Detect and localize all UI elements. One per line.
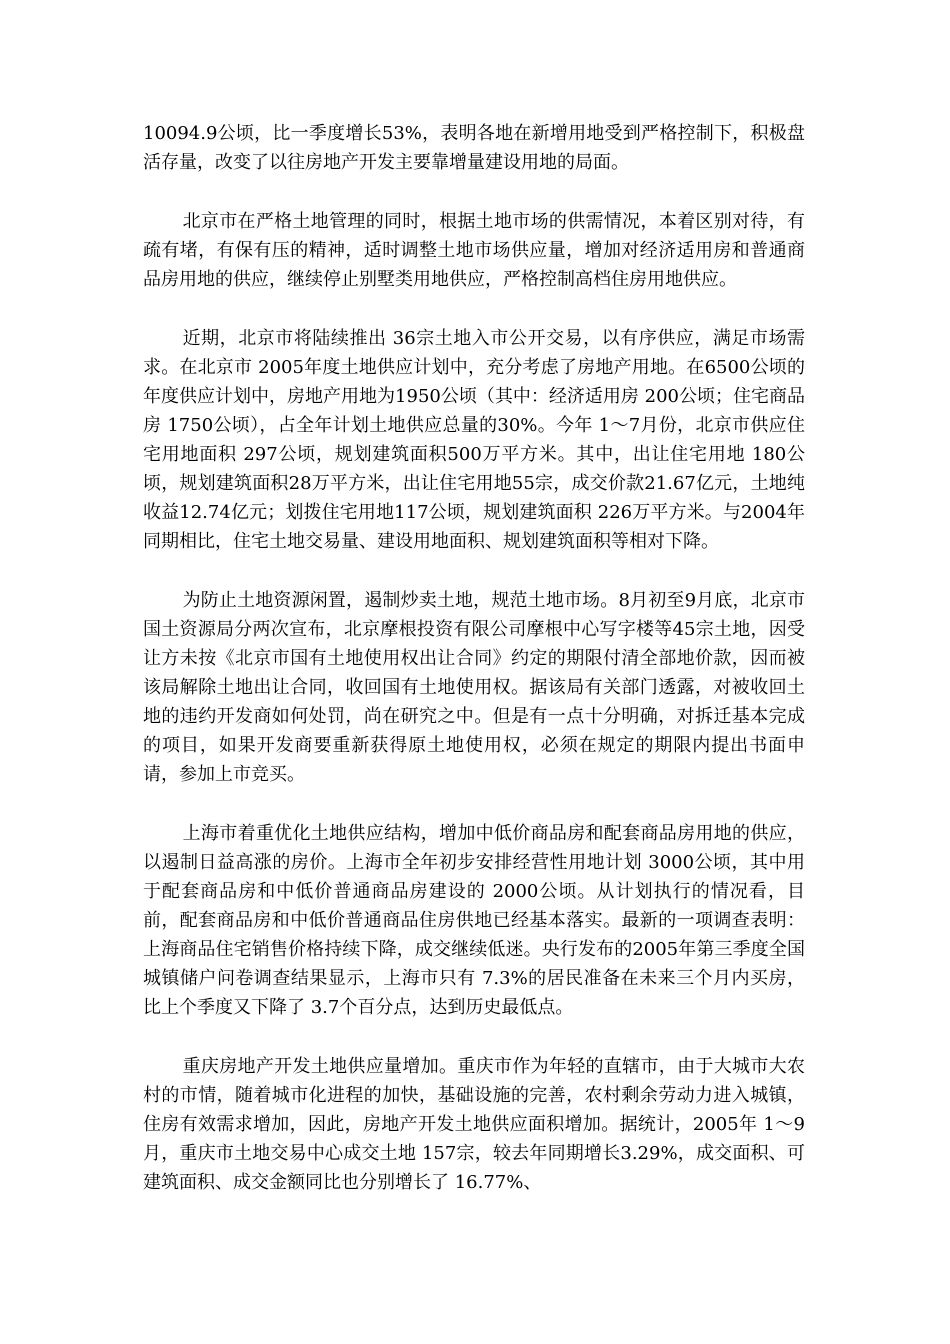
paragraph-chongqing-supply: 重庆房地产开发土地供应量增加。重庆市作为年轻的直辖市，由于大城市大农村的市情，随着城市化进程的加快，基础设施的完善，农村剩余劳动力进入城镇，住房有效需求增加，因此，房地产开发土地供应面积增加。据统计，2005年 1～9月，重庆市土地交易中心成交土地 157宗，较去年同期增长3.29%，成交面积、可建筑面积、成交金额同比也分别增长了 16.77%、 — [143, 1056, 805, 1193]
paragraph-shanghai-supply: 上海市着重优化土地供应结构，增加中低价商品房和配套商品房用地的供应，以遏制日益高涨的房价。上海市全年初步安排经营性用地计划 3000公顷，其中用于配套商品房和中低价普通商品房建设的 2000公顷。从计划执行的情况看，目前，配套商品房和中低价普通商品住房供地已经基本落实。最新的一项调查表明：上海商品住宅销售价格持续下降，成交继续低迷。央行发布的2005年第三季度全国城镇储户问卷调查结果显示，上海市只有 7.3%的居民准备在未来三个月内买房，比上个季度又下降了 3.7个百分点，达到历史最低点。 — [143, 823, 805, 1018]
paragraph-beijing-idle-land: 为防止土地资源闲置，遏制炒卖土地，规范土地市场。8月初至9月底，北京市国土资源局分两次宣布，北京摩根投资有限公司摩根中心写字楼等45宗土地，因受让方未按《北京市国有土地使用权出让合同》约定的期限付清全部地价款，因而被该局解除土地出让合同，收回国有土地使用权。据该局有关部门透露，对被收回土地的违约开发商如何处罚，尚在研究之中。但是有一点十分明确，对拆迁基本完成的项目，如果开发商要重新获得原土地使用权，必须在规定的期限内提出书面申请，参加上市竞买。 — [143, 590, 805, 785]
paragraph-land-revitalization: 10094.9公顷，比一季度增长53%，表明各地在新增用地受到严格控制下，积极盘活存量，改变了以往房地产开发主要靠增量建设用地的局面。 — [143, 123, 805, 173]
paragraph-beijing-land-policy: 北京市在严格土地管理的同时，根据土地市场的供需情况，本着区别对待，有疏有堵，有保有压的精神，适时调整土地市场供应量，增加对经济适用房和普通商品房用地的供应，继续停止别墅类用地供应，严格控制高档住房用地供应。 — [143, 211, 805, 290]
paragraph-beijing-supply-plan: 近期，北京市将陆续推出 36宗土地入市公开交易，以有序供应，满足市场需求。在北京市 2005年度土地供应计划中，充分考虑了房地产用地。在6500公顷的年度供应计划中，房地产用地为1950公顷（其中：经济适用房 200公顷；住宅商品房 1750公顷），占全年计划土地供应总量的30%。今年 1～7月份，北京市供应住宅用地面积 297公顷，规划建筑面积500万平方米。其中，出让住宅用地 180公顷，规划建筑面积28万平方米，出让住宅用地55宗，成交价款21.67亿元，土地纯收益12.74亿元；划拨住宅用地117公顷，规划建筑面积 226万平方米。与2004年同期相比，住宅土地交易量、建设用地面积、规划建筑面积等相对下降。 — [143, 328, 805, 552]
document-body — [143, 119, 805, 1197]
